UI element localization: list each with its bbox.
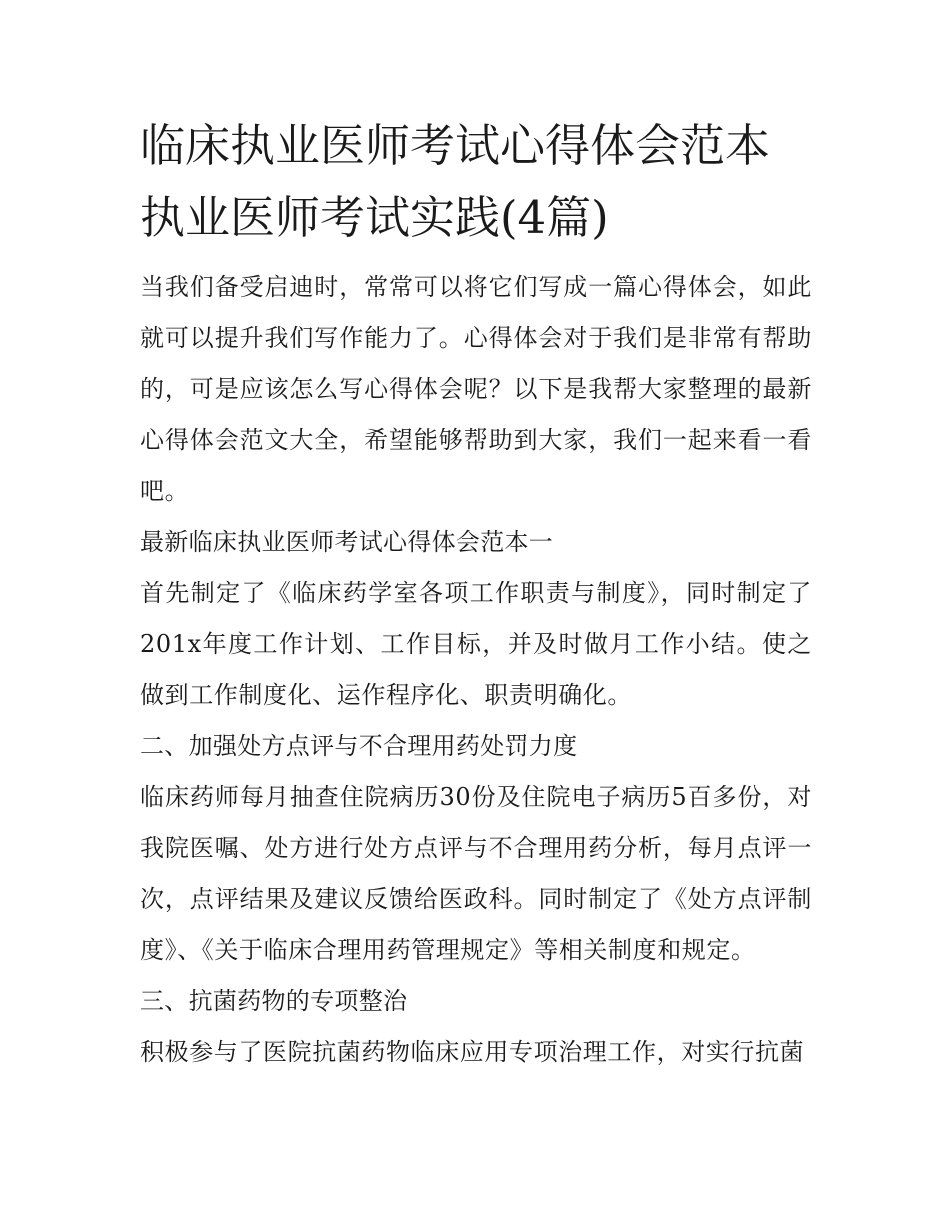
section-paragraph-2: 临床药师每月抽查住院病历30份及住院电子病历5百多份，对我院医嘱、处方进行处方点评与不合理用药分析，每月点评一次，点评结果及建议反馈给医政科。同时制定了《处方点评制度》、《关于临床合理用药管理规定》等相关制度和规定。 bbox=[140, 783, 812, 964]
section-paragraph-3: 积极参与了医院抗菌药物临床应用专项治理工作，对实行抗菌 bbox=[140, 1038, 805, 1066]
section-heading-3: 三、抗菌药物的专项整治 bbox=[140, 987, 408, 1015]
document-body bbox=[140, 262, 812, 1078]
intro-paragraph: 当我们备受启迪时，常常可以将它们写成一篇心得体会，如此就可以提升我们写作能力了。心得体会对于我们是非常有帮助的，可是应该怎么写心得体会呢？以下是我帮大家整理的最新心得体会范文大全，希望能够帮助到大家，我们一起来看一看吧。 bbox=[140, 273, 812, 505]
document-content bbox=[140, 110, 812, 1078]
section-heading-2: 二、加强处方点评与不合理用药处罚力度 bbox=[140, 732, 578, 760]
document-title: 临床执业医师考试心得体会范本 执业医师考试实践(4篇) bbox=[140, 119, 771, 244]
section-title: 最新临床执业医师考试心得体会范本一 bbox=[140, 528, 554, 556]
section-paragraph-1: 首先制定了《临床药学室各项工作职责与制度》，同时制定了201x年度工作计划、工作目标，并及时做月工作小结。使之做到工作制度化、运作程序化、职责明确化。 bbox=[140, 579, 812, 709]
